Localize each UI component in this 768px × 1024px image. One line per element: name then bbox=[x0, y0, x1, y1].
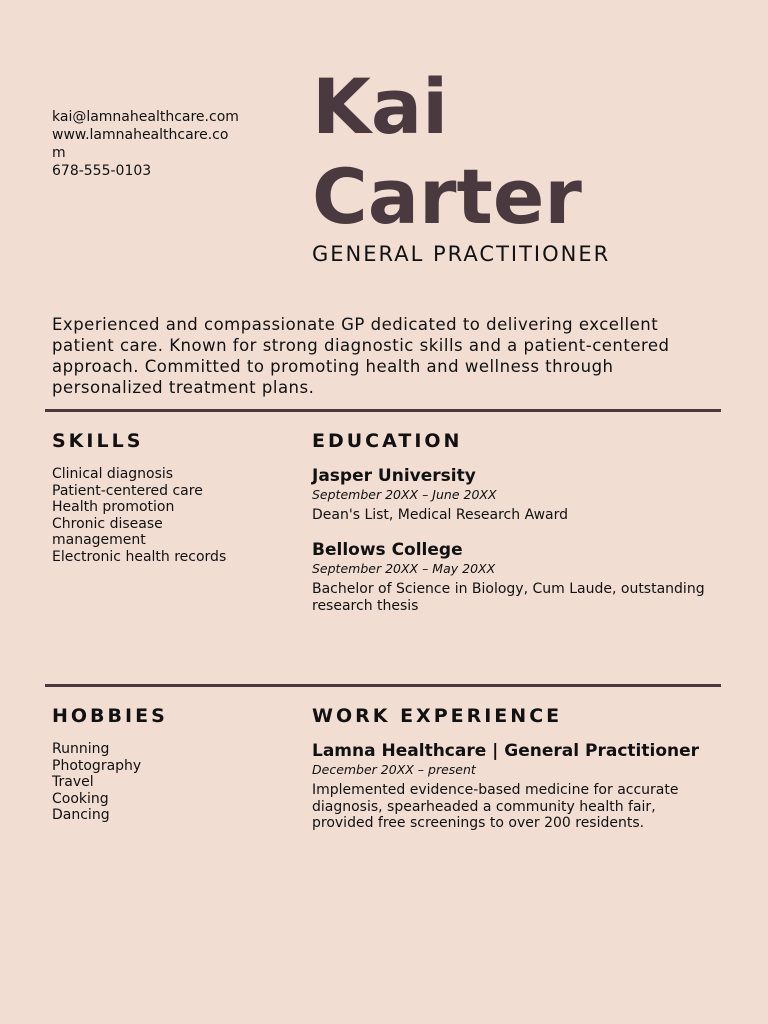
education-dates: September 20XX – May 20XX bbox=[312, 561, 496, 576]
skills-list bbox=[52, 466, 242, 566]
section-divider-1 bbox=[45, 409, 721, 412]
work-dates: December 20XX – present bbox=[312, 762, 476, 777]
education-desc: Bachelor of Science in Biology, Cum Laude, outstanding research thesis bbox=[312, 581, 705, 614]
hobby-item: Dancing bbox=[52, 807, 110, 824]
skill-item: Patient-centered care bbox=[52, 482, 203, 499]
contact-block bbox=[52, 108, 242, 180]
hobby-item: Photography bbox=[52, 757, 142, 774]
education-org: Jasper University bbox=[312, 466, 476, 486]
summary-text: Experienced and compassionate GP dedicated to delivering excellent patient care. Known for strong diagnostic skills and a patient-centered approach. Committed to promoting health and wellness through personalized treatment plans. bbox=[52, 315, 670, 397]
hobby-item: Running bbox=[52, 741, 110, 757]
work-desc: Implemented evidence-based medicine for accurate diagnosis, spearheaded a community health fair, provided free screenings to over 200 residents. bbox=[312, 782, 679, 832]
work-org: Lamna Healthcare | General Practitioner bbox=[312, 741, 700, 761]
skill-item: Electronic health records bbox=[52, 548, 227, 565]
email-text: kai@lamnahealthcare.com bbox=[52, 109, 239, 125]
education-entry bbox=[312, 540, 712, 614]
hobbies-heading: HOBBIES bbox=[52, 705, 168, 727]
candidate-name bbox=[312, 62, 582, 242]
section-divider-2 bbox=[45, 684, 721, 687]
education-desc: Dean's List, Medical Research Award bbox=[312, 507, 568, 523]
hobbies-list bbox=[52, 741, 242, 824]
skill-item: Chronic disease management bbox=[52, 515, 163, 549]
work-heading: WORK EXPERIENCE bbox=[312, 705, 563, 727]
job-title: GENERAL PRACTITIONER bbox=[312, 242, 611, 266]
education-org: Bellows College bbox=[312, 540, 463, 560]
first-name: Kai bbox=[312, 62, 449, 151]
skills-heading: SKILLS bbox=[52, 430, 144, 452]
education-heading: EDUCATION bbox=[312, 430, 463, 452]
skill-item: Clinical diagnosis bbox=[52, 466, 174, 482]
hobby-item: Travel bbox=[52, 774, 94, 791]
education-dates: September 20XX – June 20XX bbox=[312, 487, 497, 502]
education-entry bbox=[312, 466, 712, 524]
work-entry bbox=[312, 741, 712, 832]
skill-item: Health promotion bbox=[52, 499, 175, 516]
phone-text: 678-555-0103 bbox=[52, 163, 152, 179]
hobby-item: Cooking bbox=[52, 790, 109, 807]
last-name: Carter bbox=[312, 152, 582, 241]
website-text: www.lamnahealthcare.com bbox=[52, 127, 229, 161]
